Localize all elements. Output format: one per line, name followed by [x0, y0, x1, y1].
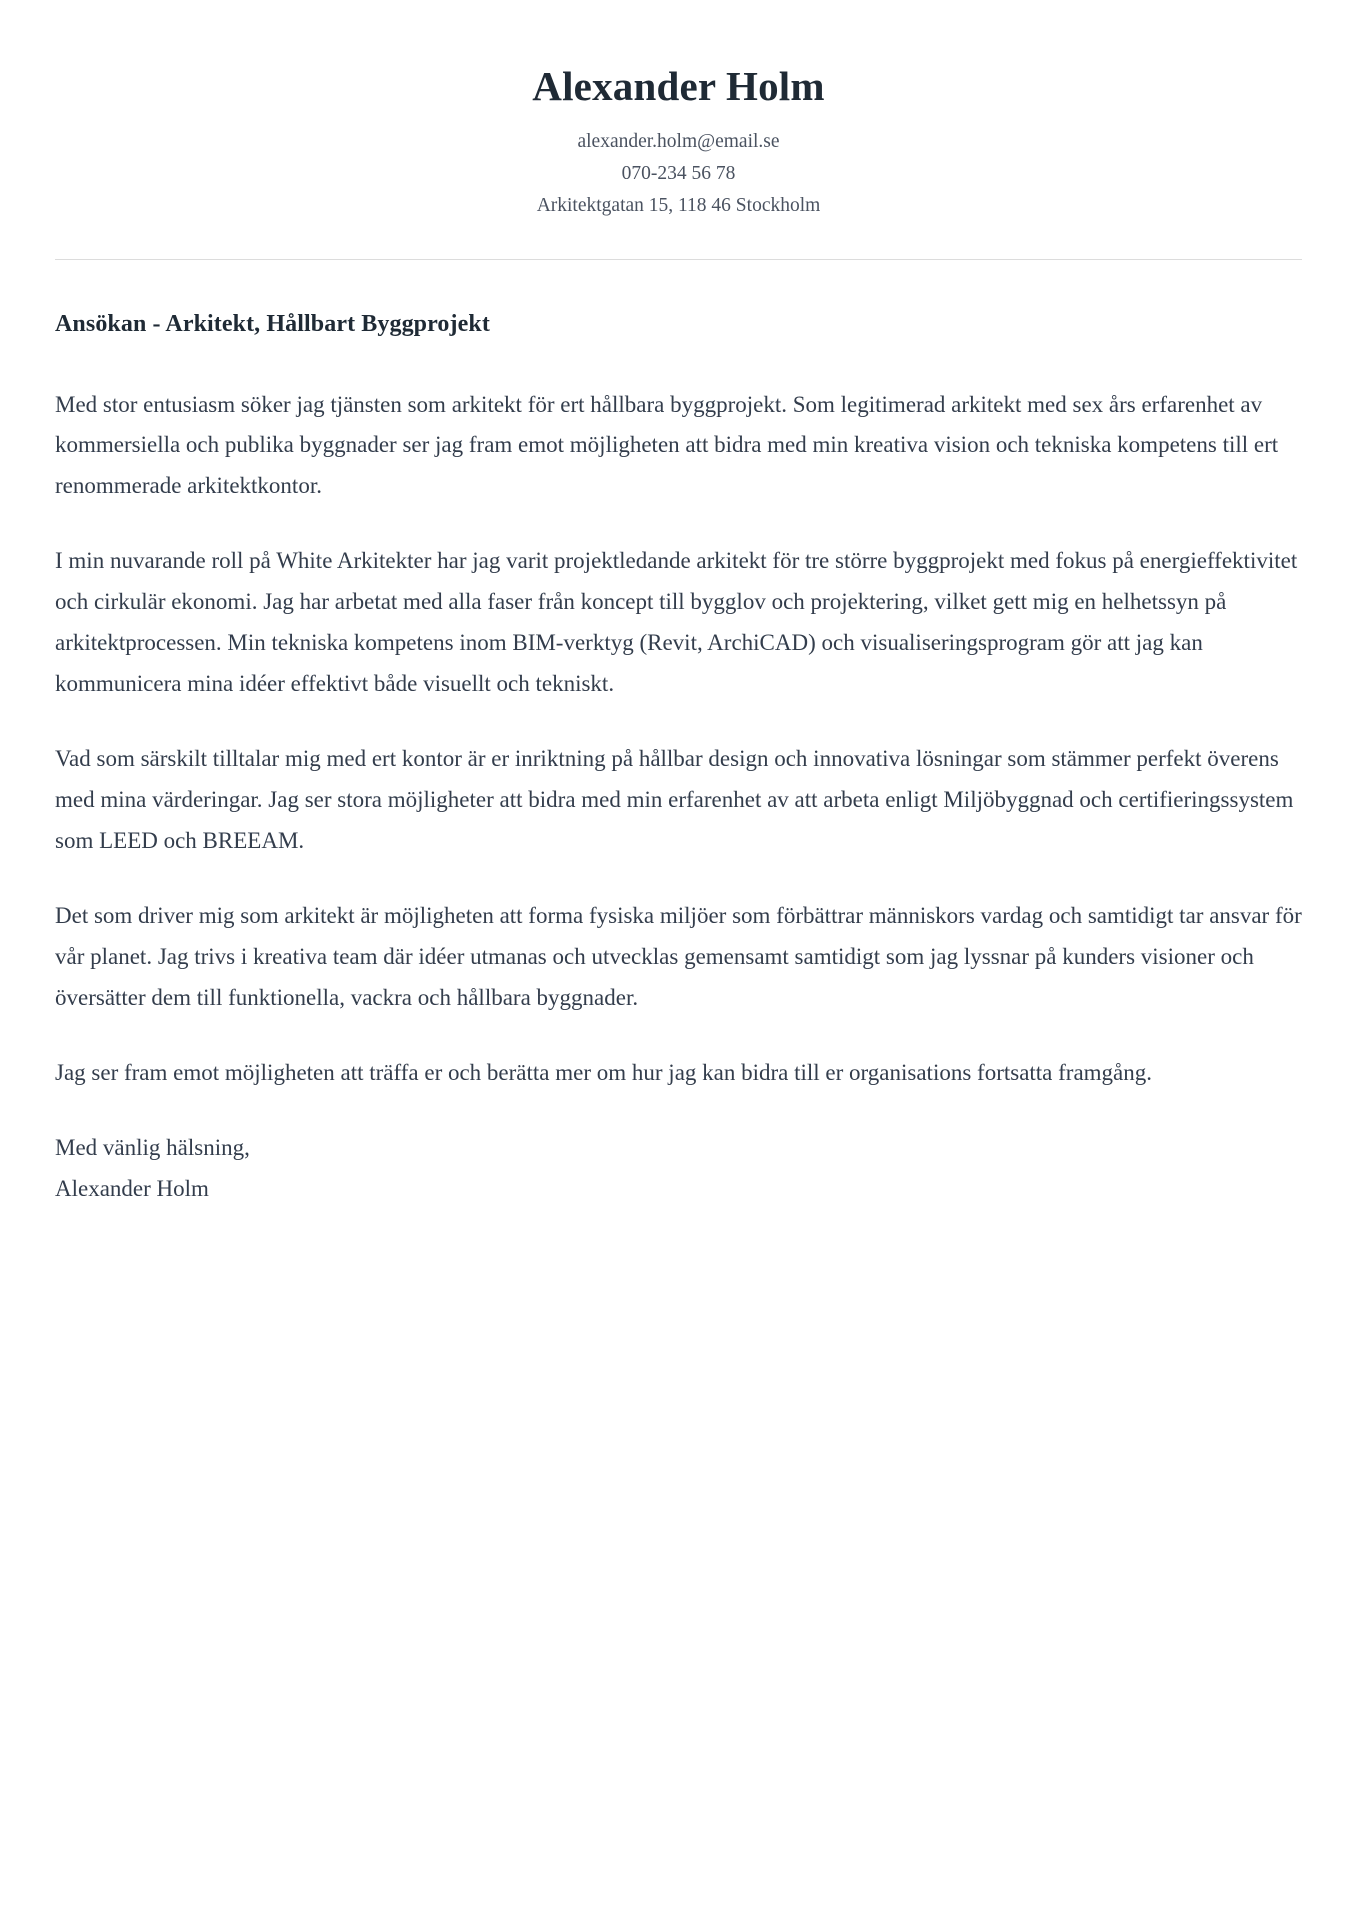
body-paragraph-4: Det som driver mig som arkitekt är möjligheten att forma fysiska miljöer som förbättrar människors vardag och samtidigt tar ansvar för vår planet. Jag trivs i kreativa team där idéer utmanas och utvecklas gemensamt samtidigt som jag lyssnar på kunders visioner och översätter dem till funktionella, vackra och hållbara byggnader.	[55, 902, 1302, 1010]
subject-line: Ansökan - Arkitekt, Hållbart Byggprojekt	[55, 311, 490, 338]
body-paragraph-5: Jag ser fram emot möjligheten att träffa er och berätta mer om hur jag kan bidra till er organisations fortsatta framgång.	[55, 1059, 1153, 1085]
contact-email: alexander.holm@email.se	[577, 131, 780, 153]
body-paragraph-2: I min nuvarande roll på White Arkitekter har jag varit projektledande arkitekt för tre större byggprojekt med fokus på energieffektivitet och cirkulär ekonomi. Jag har arbetat med alla faser från koncept till bygglov och projektering, vilket gett mig en helhetssyn på arkitektprocessen. Min tekniska kompetens inom BIM-verktyg (Revit, ArchiCAD) och visualiseringsprogram gör att jag kan kommunicera mina idéer effektivt både visuellt och tekniskt.	[55, 548, 1298, 697]
contact-address: Arkitektgatan 15, 118 46 Stockholm	[536, 194, 821, 216]
letter-header	[55, 52, 1302, 260]
candidate-name: Alexander Holm	[532, 63, 825, 109]
body-paragraph-1: Med stor entusiasm söker jag tjänsten som arkitekt för ert hållbara byggprojekt. Som legitimerad arkitekt med sex års erfarenhet av kommersiella och publika byggnader ser jag fram emot möjligheten att bidra med min kreativa vision och tekniska kompetens till ert renommerade arkitektkontor.	[55, 391, 1279, 499]
signoff-closing: Med vänlig hälsning,	[55, 1134, 250, 1160]
letter-body	[55, 260, 1302, 1209]
signoff-signature-name: Alexander Holm	[55, 1175, 209, 1201]
body-paragraph-3: Vad som särskilt tilltalar mig med ert kontor är er inriktning på hållbar design och innovativa lösningar som stämmer perfekt överens med mina värderingar. Jag ser stora möjligheter att bidra med min erfarenhet av att arbeta enligt Miljöbyggnad och certifieringssystem som LEED och BREEAM.	[55, 746, 1294, 853]
contact-phone: 070-234 56 78	[621, 162, 736, 184]
signoff-block	[55, 1128, 1302, 1210]
